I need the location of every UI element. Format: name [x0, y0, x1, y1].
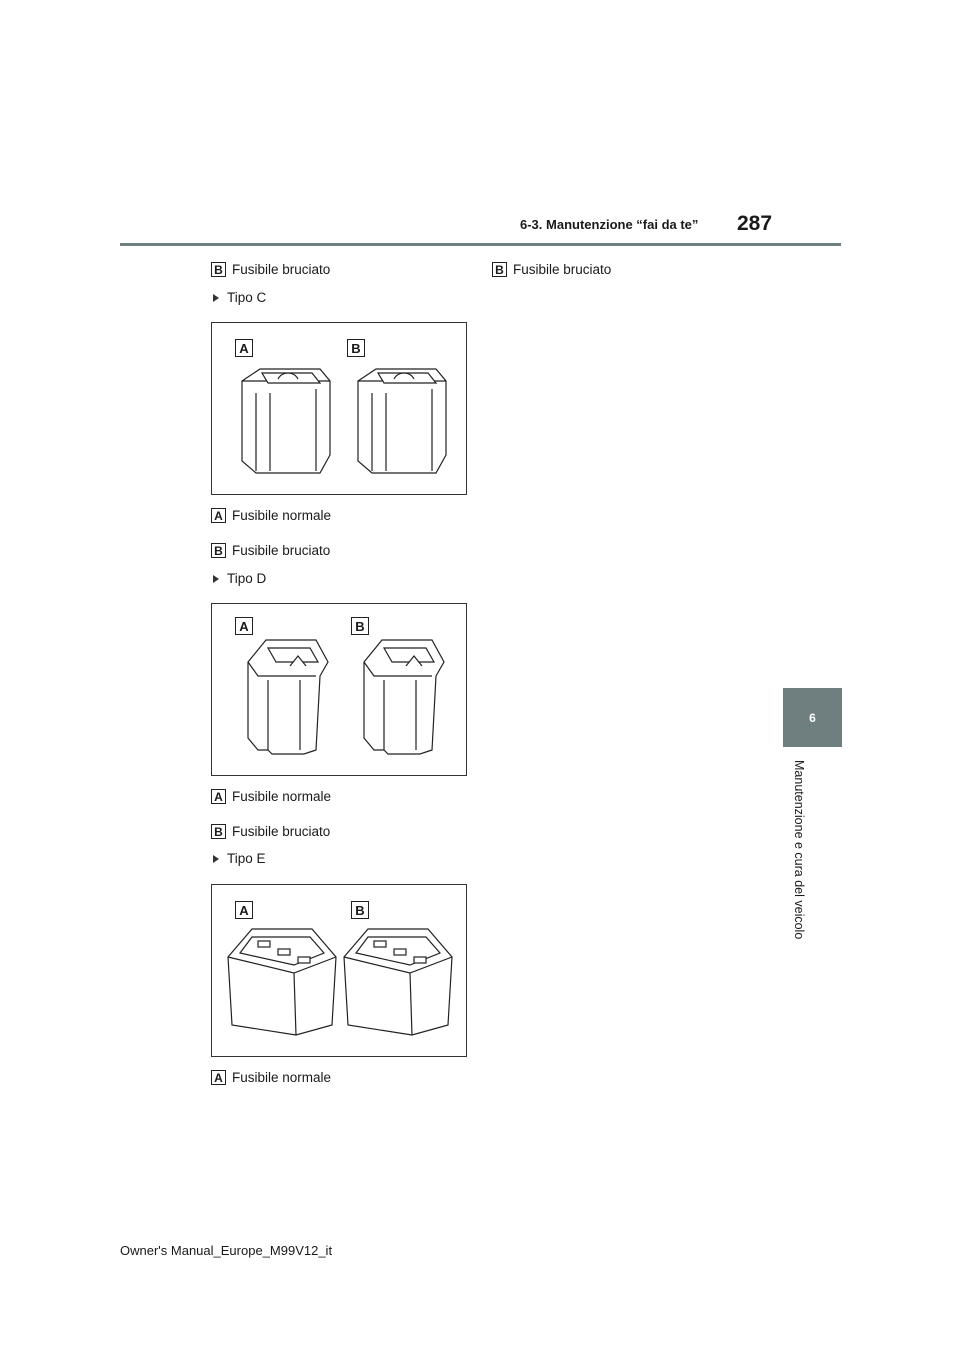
figure-label-b: B [347, 339, 365, 357]
fuse-type-c-illustration [212, 323, 468, 496]
badge-b: B [211, 262, 226, 277]
chapter-number: 6 [809, 710, 816, 725]
header-divider [120, 243, 841, 246]
badge-b: B [211, 543, 226, 558]
legend-item [211, 824, 330, 839]
legend-item [211, 262, 330, 277]
fuse-figure-tipo-d [211, 603, 467, 776]
bullet-triangle-icon [213, 855, 219, 863]
section-heading-tipo-d [213, 571, 266, 586]
figure-label-b: B [351, 617, 369, 635]
badge-a: A [211, 1070, 226, 1085]
figure-label-a: A [235, 901, 253, 919]
legend-text: Fusibile bruciato [232, 824, 331, 839]
chapter-title: Manutenzione e cura del veicolo [792, 760, 806, 940]
legend-text: Fusibile normale [232, 1070, 332, 1085]
figure-label-a: A [235, 339, 253, 357]
fuse-type-e-illustration [212, 885, 468, 1058]
legend-item [211, 789, 331, 804]
fuse-figure-tipo-c [211, 322, 467, 495]
legend-item [211, 543, 330, 558]
legend-text: Fusibile normale [232, 508, 332, 523]
section-heading-text: Tipo C [227, 290, 267, 305]
page-number: 287 [737, 212, 773, 235]
badge-b: B [492, 262, 507, 277]
fuse-figure-tipo-e [211, 884, 467, 1057]
fuse-type-d-illustration [212, 604, 468, 777]
chapter-tab [783, 688, 842, 747]
legend-text: Fusibile bruciato [232, 543, 331, 558]
bullet-triangle-icon [213, 575, 219, 583]
footer-manual-id: Owner's Manual_Europe_M99V12_it [120, 1243, 333, 1258]
chapter-title-vertical [780, 760, 820, 960]
section-heading-text: Tipo E [227, 851, 266, 866]
figure-label-b: B [351, 901, 369, 919]
legend-item [211, 508, 331, 523]
section-heading-tipo-e [213, 851, 266, 866]
legend-item [492, 262, 611, 277]
badge-a: A [211, 789, 226, 804]
legend-item [211, 1070, 331, 1085]
badge-b: B [211, 824, 226, 839]
figure-label-a: A [235, 617, 253, 635]
section-heading-tipo-c [213, 290, 266, 305]
legend-text: Fusibile bruciato [232, 262, 331, 277]
section-heading-text: Tipo D [227, 571, 267, 586]
bullet-triangle-icon [213, 294, 219, 302]
legend-text: Fusibile bruciato [513, 262, 612, 277]
section-title: 6-3. Manutenzione “fai da te” [520, 217, 699, 232]
badge-a: A [211, 508, 226, 523]
legend-text: Fusibile normale [232, 789, 332, 804]
